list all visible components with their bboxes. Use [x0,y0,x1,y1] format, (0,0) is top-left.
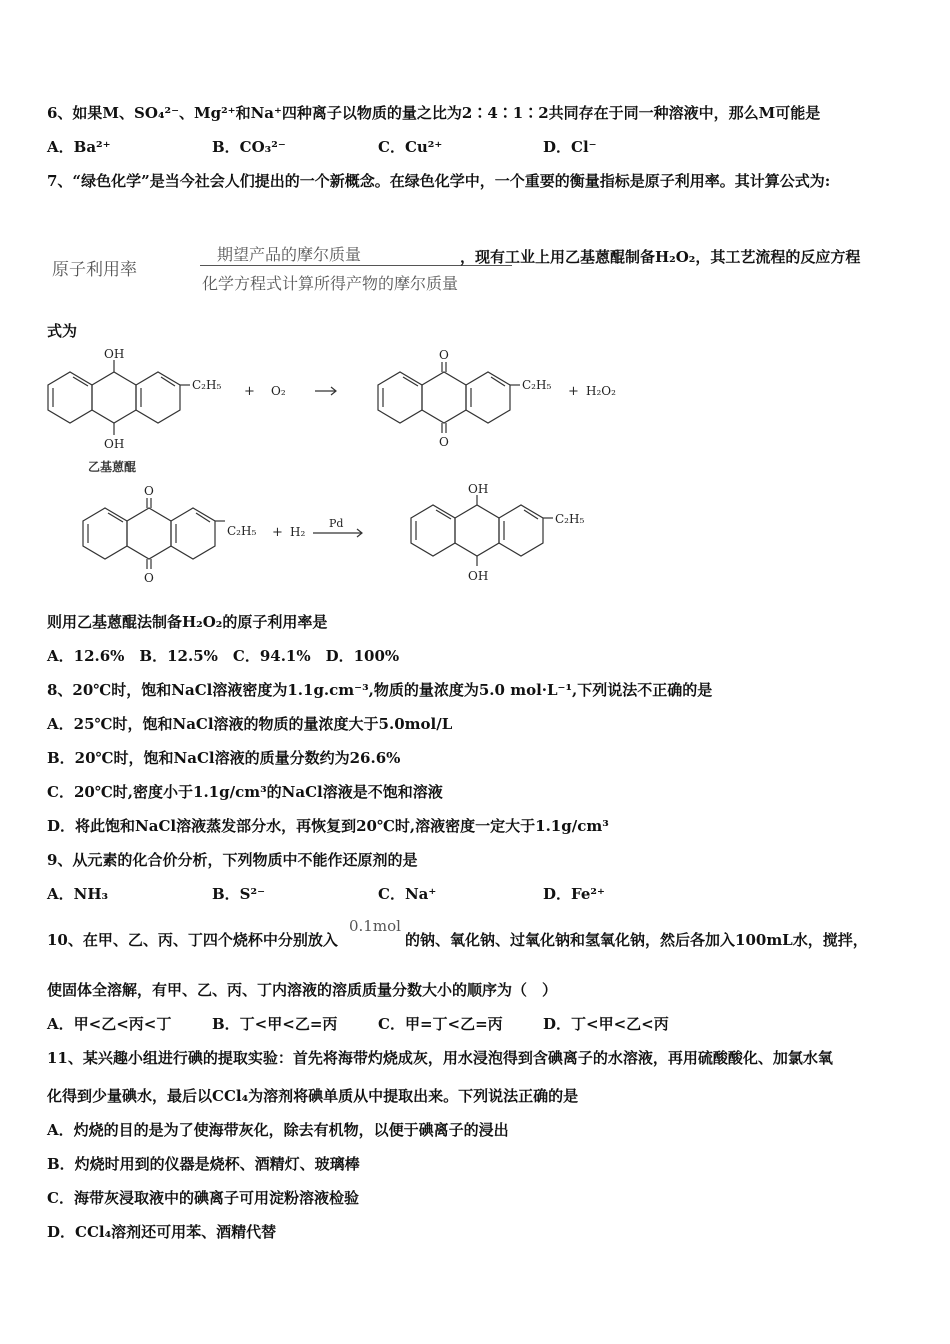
q8-option-c: C．20℃时,密度小于1.1g/cm³的NaCl溶液是不饱和溶液 [47,783,443,801]
r1-o2: O₂ [271,384,286,398]
q7-options: A．12.6% B．12.5% C．94.1% D．100% [47,647,400,665]
q8-option-d: D．将此饱和NaCl溶液蒸发部分水，再恢复到20℃时,溶液密度一定大于1.1g/cm³ [47,817,609,835]
q11-stem-b: 化得到少量碘水，最后以CCl₄为溶剂将碘单质从中提取出来。下列说法正确的是 [47,1087,579,1105]
r1-h2o2: H₂O₂ [586,384,616,398]
r2-catalyst: Pd [329,517,344,530]
q10-stem-c: 使固体全溶解，有甲、乙、丙、丁内溶液的溶质质量分数大小的顺序为（ ） [47,981,558,999]
formula-label: 原子利用率 [52,260,137,280]
reaction-1-diagram [40,345,640,480]
formula-numerator: 期望产品的摩尔质量 [217,245,362,264]
r2-product-bottom: OH [468,569,489,583]
q10-option-b: B．丁<甲<乙=丙 [212,1015,338,1033]
q7-question: 则用乙基蒽醌法制备H₂O₂的原子利用率是 [47,613,328,631]
q11-option-a: A．灼烧的目的是为了使海带灰化，除去有机物，以便于碘离子的浸出 [47,1121,509,1139]
atom-utilization-formula [52,238,472,298]
q9-option-a: A．NH₃ [47,885,109,903]
q11-option-c: C．海带灰浸取液中的碘离子可用淀粉溶液检验 [47,1189,359,1207]
r1-plus2: + [568,384,579,399]
q9-stem: 9、从元素的化合价分析，下列物质中不能作还原剂的是 [47,851,418,869]
q10-option-d: D．丁<甲<乙<丙 [543,1015,669,1033]
reaction-2-diagram [75,483,605,588]
r2-product-substituent: C₂H₅ [555,512,585,526]
q10-stem-b: 的钠、氧化钠、过氧化钠和氢氧化钠，然后各加入100mL水，搅拌， [405,931,868,949]
q11-stem-a: 11、某兴趣小组进行碘的提取实验：首先将海带灼烧成灰，用水浸泡得到含碘离子的水溶液，再用硫酸酸化、加氯水氧 [47,1049,833,1067]
q8-stem: 8、20℃时，饱和NaCl溶液密度为1.1g.cm⁻³,物质的量浓度为5.0 mol·L⁻¹,下列说法不正确的是 [47,681,713,699]
q9-option-b: B．S²⁻ [212,885,265,903]
r2-h2: H₂ [290,525,306,539]
r2-reactant-substituent: C₂H₅ [227,524,257,538]
q6-option-d: D．Cl⁻ [543,138,597,156]
q6-option-c: C．Cu²⁺ [378,138,443,156]
r1-reactant-top: OH [104,347,125,361]
r1-plus1: + [244,384,255,399]
r1-product-top: O [439,348,449,362]
q6-stem: 6、如果M、SO₄²⁻、Mg²⁺和Na⁺四种离子以物质的量之比为2∶4∶1∶2共同存在于同一种溶液中，那么M可能是 [47,104,821,122]
q8-option-a: A．25℃时，饱和NaCl溶液的物质的量浓度大于5.0mol/L [47,715,453,733]
q10-stem-a: 10、在甲、乙、丙、丁四个烧杯中分别放入 [47,931,338,949]
q8-option-b: B．20℃时，饱和NaCl溶液的质量分数约为26.6% [47,749,401,767]
formula-denominator: 化学方程式计算所得产物的摩尔质量 [202,274,459,293]
q7-cont: 式为 [47,322,78,340]
r1-product-bottom: O [439,435,449,449]
q6-option-a: A．Ba²⁺ [47,138,111,156]
q7-after-formula: ，现有工业上用乙基蒽醌制备H₂O₂，其工艺流程的反应方程 [460,248,861,266]
r1-caption: 乙基蒽醌 [88,460,137,474]
q10-option-c: C．甲=丁<乙=丙 [378,1015,503,1033]
r1-reactant-bottom: OH [104,437,125,451]
q11-option-b: B．灼烧时用到的仪器是烧杯、酒精灯、玻璃棒 [47,1155,360,1173]
r2-reactant-bottom: O [144,571,154,585]
q9-option-d: D．Fe²⁺ [543,885,605,903]
q10-option-a: A．甲<乙<丙<丁 [47,1015,172,1033]
r2-product-top: OH [468,483,489,496]
r2-plus: + [272,525,283,540]
q9-option-c: C．Na⁺ [378,885,437,903]
q7-stem: 7、“绿色化学”是当今社会人们提出的一个新概念。在绿色化学中，一个重要的衡量指标是原子利用率。其计算公式为: [47,172,831,190]
q11-option-d: D．CCl₄溶剂还可用苯、酒精代替 [47,1223,277,1241]
q10-amount: 0.1mol [349,917,401,935]
r2-reactant-top: O [144,484,154,498]
r1-product-substituent: C₂H₅ [522,378,552,392]
r1-reactant-substituent: C₂H₅ [192,378,222,392]
q6-option-b: B．CO₃²⁻ [212,138,286,156]
